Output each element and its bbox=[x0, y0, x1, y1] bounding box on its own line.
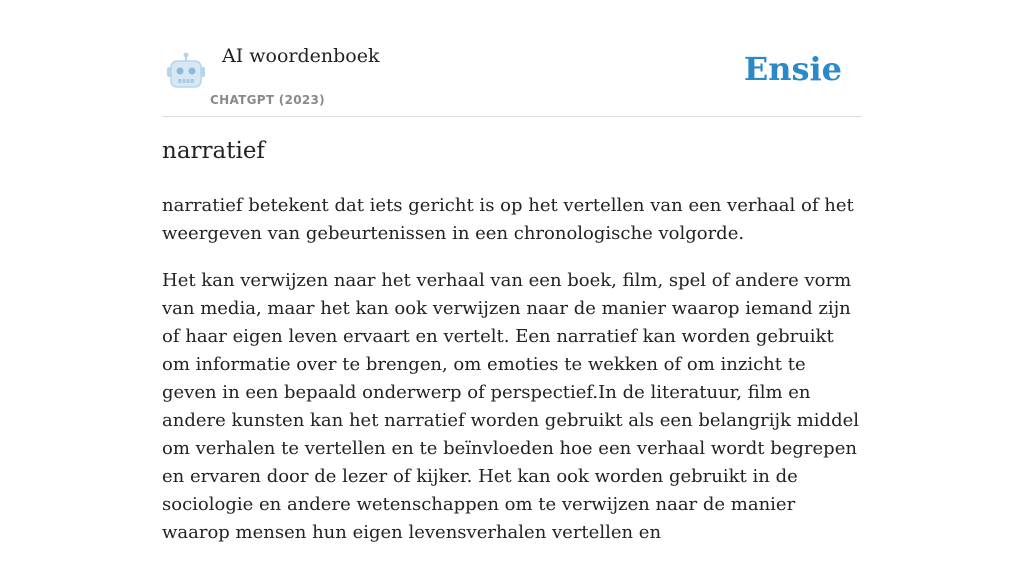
brand-logo[interactable]: Ensie bbox=[743, 50, 842, 88]
entry-paragraph: Het kan verwijzen naar het verhaal van een boek, film, spel of andere vorm van media, maar het kan ook verwijzen naar de manier waarop iemand zijn of haar eigen leven ervaart en vertelt. Een narratief kan worden gebruikt om informatie over te brengen, om emoties te wekken of om inzicht te geven in een bepaald onderwerp of perspectief.In de literatuur, film en andere kunsten kan het narratief worden gebruikt als een belangrijk middel om verhalen te vertellen en te beïnvloeden hoe een verhaal wordt begrepen en ervaren door de lezer of kijker. Het kan ook worden gebruikt in de sociologie en andere wetenschappen om te verwijzen naar de manier waarop mensen hun eigen levensverhalen vertellen en bbox=[162, 270, 859, 543]
entry-paragraph: narratief betekent dat iets gericht is op het vertellen van een verhaal of het weergeven van gebeurtenissen in een chronologische volgorde. bbox=[162, 195, 854, 244]
entry-term: narratief bbox=[162, 138, 265, 164]
source-title[interactable]: AI woordenboek bbox=[222, 45, 380, 67]
entry-body bbox=[162, 192, 862, 566]
robot-icon bbox=[166, 52, 206, 90]
source-header bbox=[162, 40, 862, 117]
source-meta: CHATGPT (2023) bbox=[210, 93, 325, 107]
